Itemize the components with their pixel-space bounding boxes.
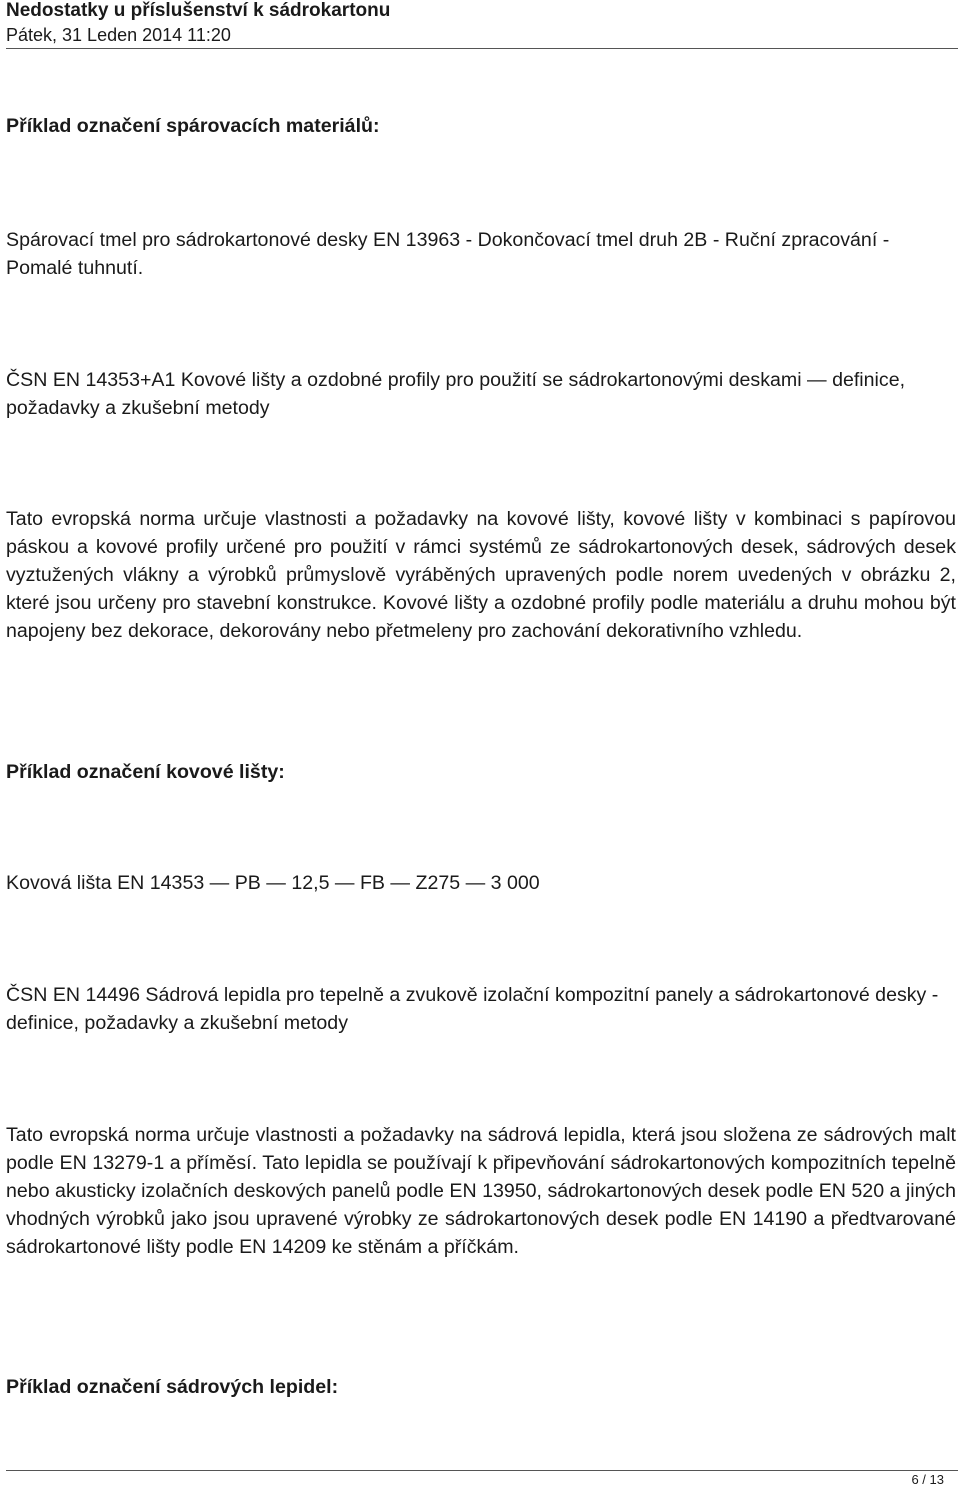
document-title: Nedostatky u příslušenství k sádrokartonu [6,0,391,21]
paragraph-csn-14496: ČSN EN 14496 Sádrová lepidla pro tepelně a zvukově izolační kompozitní panely a sádrokartonové desky - definice, požadavky a zkušební metody [6,984,939,1034]
paragraph-norma-lepidla: Tato evropská norma určuje vlastnosti a požadavky na sádrová lepidla, která jsou složena ze sádrových malt podle EN 13279-1 a příměsí. Tato lepidla se používají k připevňování sádrokartonových kompozitních tepelně nebo akusticky izolačních deskových panelů podle EN 13950, sádrokartonových desek podle EN 520 a jiných vhodných výrobků jako jsou upravené výrobky ze sádrokartonových desek podle EN 14190 a předtvarované sádrokartonové lišty podle EN 14209 ke stěnám a příčkám. [6,1124,956,1258]
paragraph-norma-kovove-listy: Tato evropská norma určuje vlastnosti a požadavky na kovové lišty, kovové lišty v kombinaci s papírovou páskou a kovové profily určené pro použití v rámci systémů ze sádrokartonových desek, sádrových desek vyztužených vlákny a výrobků průmyslově vyráběných upravených podle norem uvedených v obrázku 2, které jsou určeny pro stavební konstrukce. Kovové lišty a ozdobné profily podle materiálu a druhu mohou být napojeny bez dekorace, dekorovány nebo přetmeleny pro zachování dekorativního vzhledu. [6,508,956,642]
paragraph-lista-example: Kovová lišta EN 14353 — PB — 12,5 — FB — Z275 — 3 000 [6,872,540,894]
document-date: Pátek, 31 Leden 2014 11:20 [6,25,231,45]
heading-sadrova-lepidla: Příklad označení sádrových lepidel: [6,1376,339,1398]
heading-sparovaci-materialy: Příklad označení spárovacích materiálů: [6,115,380,137]
page-number: 6 / 13 [911,1472,944,1487]
page-header [6,0,954,46]
heading-kovove-listy: Příklad označení kovové lišty: [6,761,285,783]
footer-divider [6,1470,958,1471]
paragraph-sparovaci-tmel: Spárovací tmel pro sádrokartonové desky EN 13963 - Dokončovací tmel druh 2B - Ruční zpracování - Pomalé tuhnutí. [6,229,890,279]
paragraph-csn-14353: ČSN EN 14353+A1 Kovové lišty a ozdobné profily pro použití se sádrokartonovými deskami — definice, požadavky a zkušební metody [6,369,906,419]
header-divider [6,48,958,49]
